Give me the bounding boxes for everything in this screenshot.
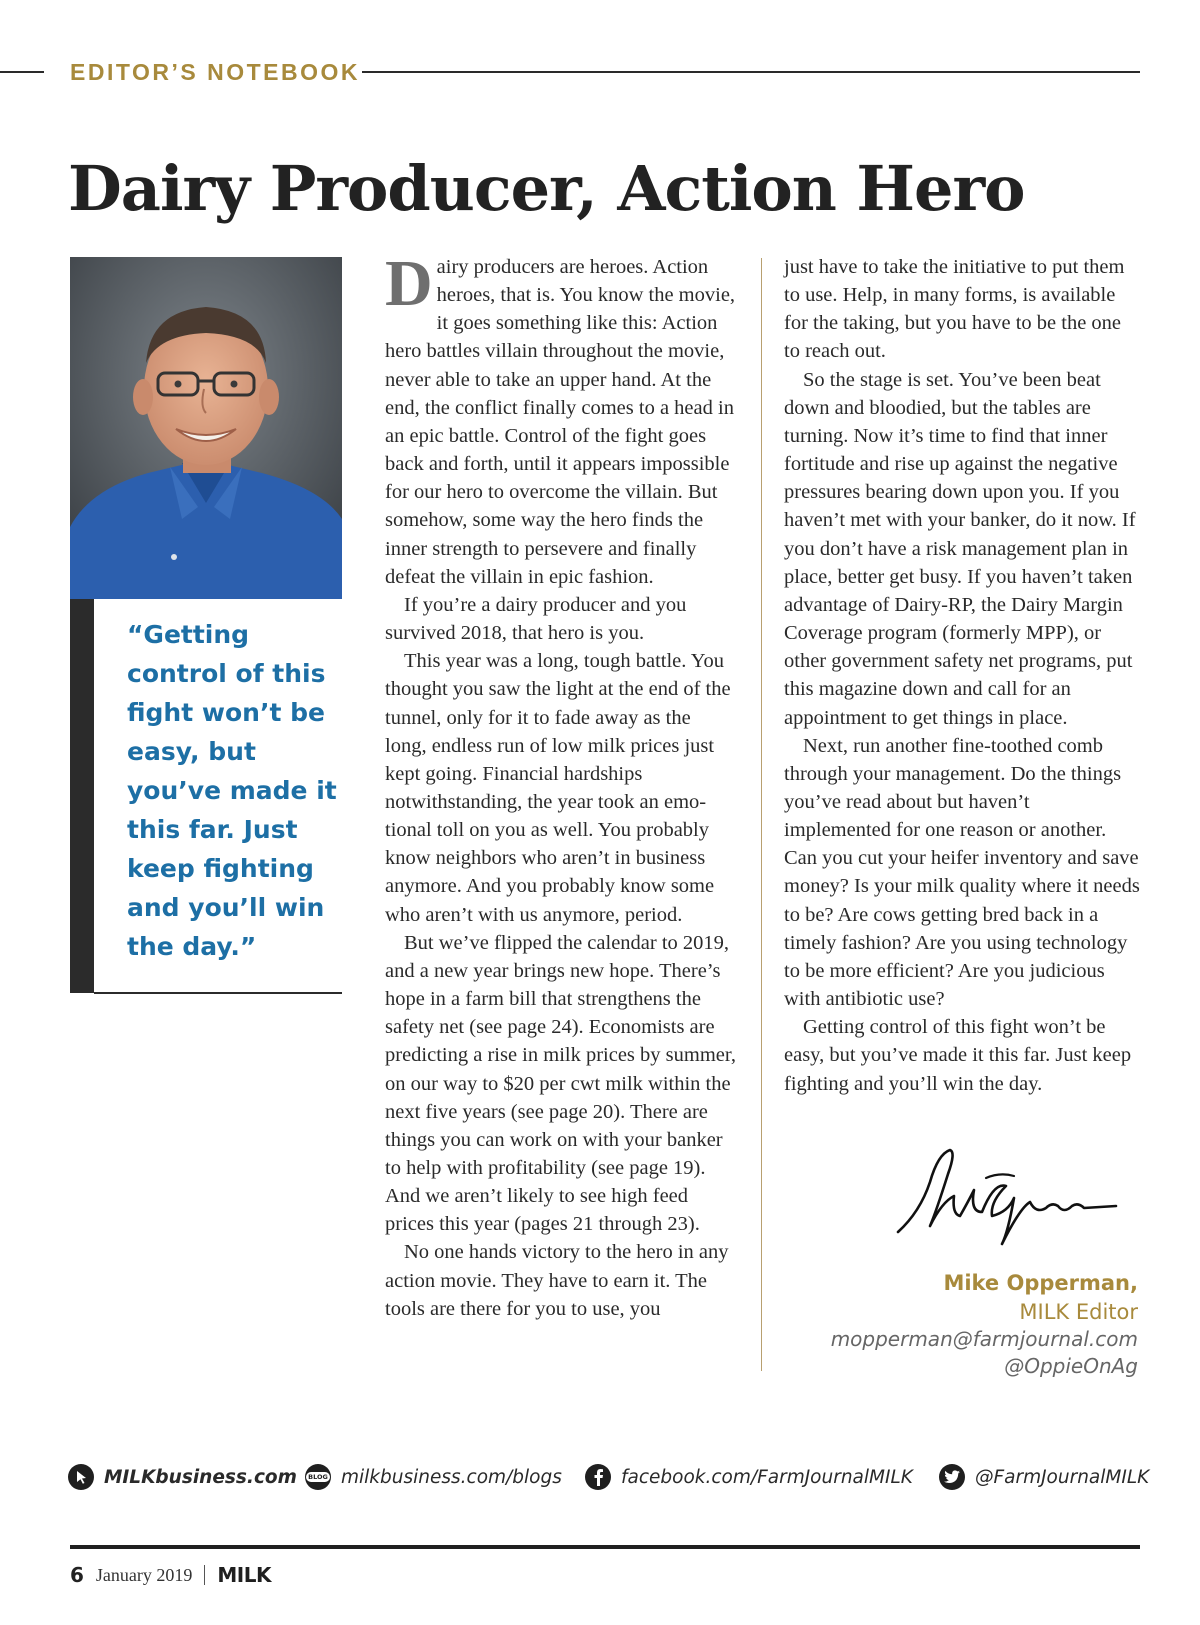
article-paragraph: So the stage is set. You’ve been beat down and bloodied, but the tables are turning. Now it’s time to find that inner fortitude and rise up against the negative pressures bearing down upon you. If you haven’t met with your banker, do it now. If you don’t have a risk management plan in place, better get busy. If you haven’t taken advantage of Dairy-RP, the Dairy Margin Coverage program (formerly MPP), or other government safety net programs, put this magazine down and call for an appointment to get things in place. xyxy=(784,368,1136,729)
portrait-illustration xyxy=(70,257,342,599)
article-column-1 xyxy=(385,247,737,1323)
article-paragraph: Next, run another fine-toothed comb through your management. Do the things you’ve read about but haven’t implemented for one reason or another. Can you cut your heifer inventory and save money? Is your milk quality where it needs to be? Are cows getting bred back in a timely fashion? Are you using technology to be more efficient? Are you judicious with antibiotic use? xyxy=(784,734,1140,1011)
editor-signature xyxy=(890,1142,1120,1252)
blog-icon xyxy=(305,1464,331,1490)
article-paragraph: just have to take the initiative to put them to use. Help, in many forms, is available for the taking, but you have to be the one to reach out. xyxy=(784,256,1125,363)
blog-link-text: milkbusiness.com/blogs xyxy=(341,1466,562,1488)
section-label: EDITOR’S NOTEBOOK xyxy=(70,59,360,85)
twitter-icon xyxy=(939,1464,965,1490)
article-paragraph: If you’re a dairy producer and you survived 2018, that hero is you. xyxy=(385,593,687,645)
twitter-link-text: @FarmJournalMILK xyxy=(975,1466,1150,1488)
article-paragraph: But we’ve flipped the calendar to 2019, and a new year brings new hope. There’s hope in a farm bill that strengthens the safety net (see page 24). Economists are predicting a rise in milk prices by summer, on our way to $20 per cwt milk within the next five years (see page 20). There are things you can work on with your banker to help with profitability (see page 19). And we aren’t likely to see high feed prices this year (pages 21 through 23). xyxy=(385,931,737,1236)
page-footer xyxy=(70,1563,271,1587)
issue-date: January 2019 xyxy=(95,1564,193,1585)
paragraph-text: airy producers are heroes. Action heroes, that is. You know the movie, it goes something like this: Action hero battles villain throughout the movie, never able to take an upper hand. At the end, the conflict finally comes to a head in an epic battle. Control of the fight goes back and forth, until it appears impossible for our hero to overcome the villain. But somehow, some way the hero finds the inner strength to persevere and finally defeat the villain in epic fashion. xyxy=(385,256,736,588)
pull-quote: “Getting control of this fight won’t be easy, but you’ve made it this far. Just keep fighting and you’ll win the day.” xyxy=(127,620,337,961)
website-link[interactable] xyxy=(68,1462,297,1492)
facebook-link-text: facebook.com/FarmJournalMILK xyxy=(621,1466,913,1488)
footer-rule xyxy=(70,1545,1140,1549)
facebook-link[interactable] xyxy=(585,1462,913,1492)
pull-quote-bar xyxy=(70,599,94,993)
editor-name: Mike Opperman, xyxy=(943,1271,1138,1295)
website-link-text: MILKbusiness.com xyxy=(104,1466,297,1488)
article-paragraph: No one hands victory to the hero in any action movie. They have to earn it. The tools are there for you to use, you xyxy=(385,1241,729,1320)
editor-title: MILK Editor xyxy=(1019,1300,1138,1324)
magazine-logo: MILK xyxy=(217,1563,271,1587)
article-headline: Dairy Producer, Action Hero xyxy=(68,152,1025,225)
cursor-arrow-icon xyxy=(68,1464,94,1490)
editor-email-link[interactable]: mopperman@farmjournal.com xyxy=(830,1327,1138,1351)
blog-link[interactable] xyxy=(305,1462,562,1492)
facebook-icon xyxy=(585,1464,611,1490)
article-paragraph: This year was a long, tough battle. You thought you saw the light at the end of the tunnel, only for it to fade away as the long, endless run of low milk prices just kept going. Financial hardships notwithstanding, the year took an emotional toll on you as well. You probably know neighbors who aren’t in business anymore. And you probably know some who aren’t with us anymore, period. xyxy=(385,650,731,926)
byline xyxy=(831,1268,1138,1380)
pull-quote-rule xyxy=(94,992,342,994)
drop-cap: D xyxy=(385,247,433,320)
article-column-2 xyxy=(784,253,1140,1098)
column-divider xyxy=(761,258,762,1371)
section-rule-right xyxy=(362,71,1140,73)
twitter-link[interactable] xyxy=(939,1462,1149,1492)
footer-separator xyxy=(204,1565,205,1585)
section-rule-left xyxy=(0,71,44,73)
editor-twitter-handle[interactable]: @OppieOnAg xyxy=(1004,1354,1138,1378)
blog-badge-text: BLOG xyxy=(308,1473,328,1481)
article-paragraph: Getting control of this fight won’t be easy, but you’ve made it this far. Just keep fighting and you’ll win the day. xyxy=(784,1016,1132,1095)
page-number: 6 xyxy=(70,1563,84,1587)
article-paragraph xyxy=(385,247,737,591)
editor-portrait-photo xyxy=(70,257,342,599)
